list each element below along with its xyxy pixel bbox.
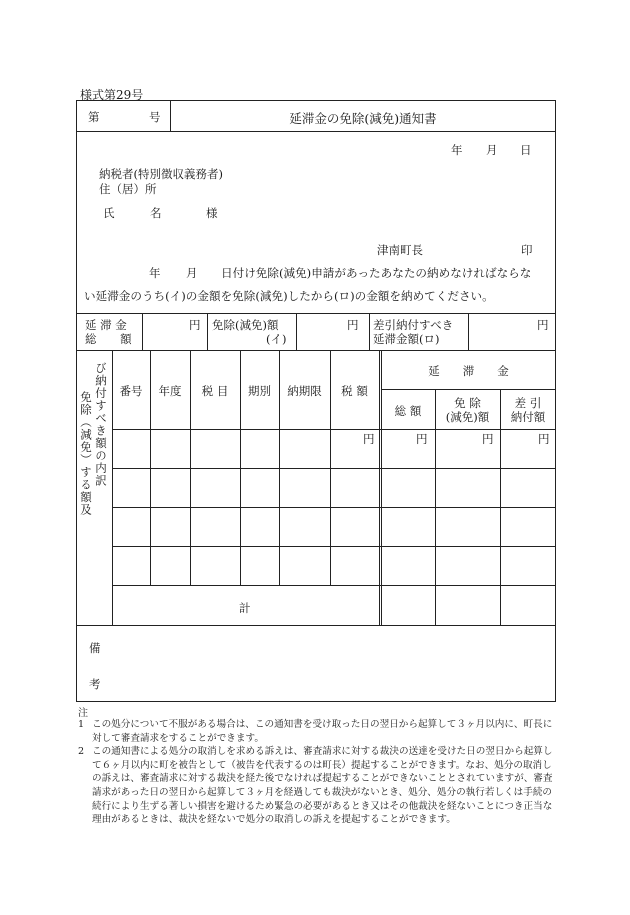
header-year: 年度	[158, 384, 182, 398]
header-due-date: 納期限	[287, 384, 322, 398]
note-number: 2	[78, 746, 85, 758]
tax-amount-yen: 円	[363, 432, 375, 446]
note-item-2	[78, 745, 556, 827]
header-period: 期別	[248, 384, 271, 398]
body-text-line-1: 日付け免除(減免)申請があったあなたの納めなければならな	[221, 266, 532, 280]
form-number: 様式第29号	[80, 88, 144, 102]
arrears-exempt-header-1: 免 除	[454, 396, 481, 410]
arrears-net-header-1: 差 引	[514, 396, 542, 410]
taxpayer-label: 納税者(特別徴収義務者)	[99, 167, 223, 181]
issuer-name: 津南町長	[377, 243, 423, 257]
arrears-total-yen: 円	[189, 318, 201, 332]
arrears-total-label-1: 延 滞 金	[85, 318, 127, 332]
issuer-seal: 印	[521, 243, 533, 257]
arrears-total-header: 総 額	[394, 404, 422, 418]
breakdown-side-label-1: 免除（減免）する額及	[79, 391, 93, 516]
address-label: 住（居）所	[99, 182, 157, 196]
name-label-1: 氏	[103, 206, 115, 220]
notes-heading: 注	[78, 708, 88, 719]
exempt-amount-label-2: (イ)	[266, 332, 287, 346]
header-number: 番号	[119, 384, 143, 398]
date-year: 年	[451, 143, 463, 157]
note-number: 1	[78, 719, 85, 730]
exempt-amount-label-1: 免除(減免)額	[212, 318, 279, 332]
body-text-line-2: い延滞金のうち(イ)の金額を免除(減免)したから(ロ)の金額を納めてください。	[84, 289, 494, 303]
number-suffix: 号	[149, 110, 161, 124]
breakdown-side-label-2: び納付すべき額の内訳	[94, 362, 108, 487]
date-day: 日	[520, 143, 532, 157]
arrears-header: 延 滞 金	[428, 364, 509, 378]
net-amount-label-1: 差引納付すべき	[373, 318, 454, 332]
arrears-net-header-2: 納付額	[510, 410, 546, 424]
body-year: 年	[149, 266, 161, 280]
exempt-amount-yen: 円	[347, 318, 359, 332]
arrears-exempt-yen-mark: 円	[482, 432, 494, 446]
arrears-total-yen-mark: 円	[416, 432, 428, 446]
notes-list	[78, 718, 556, 827]
body-month: 月	[186, 266, 198, 280]
arrears-net-yen-mark: 円	[538, 432, 550, 446]
net-amount-label-2: 延滞金額(ロ)	[373, 332, 440, 346]
note-text: この通知書による処分の取消しを求める訴えは、審査請求に対する裁決の送達を受けた日の翌日から起算して６ヶ月以内に町を被告として（被告を代表するのは町長）提起することができます。なお、処分の取消しの訴えは、審査請求に対する裁決を経た後でなければ提起することができないこととされていますが、審査請求があった日の翌日から起算して３ヶ月を経過しても裁決がないとき、処分、処分の執行若しくは手続の続行により生ずる著しい損害を避けるため緊急の必要があるとき又はその他裁決を経ないことにつき正当な理由があるときは、裁決を経ないで処分の取消しの訴えを提起することができます。	[92, 746, 553, 826]
arrears-exempt-header-2: (減免)額	[445, 410, 490, 424]
date-month: 月	[486, 143, 498, 157]
remarks-label-1: 備	[89, 641, 101, 655]
note-text: この処分について不服がある場合は、この通知書を受け取った日の翌日から起算して３ヶ月以内に、町長に対して審査請求をすることができます。	[92, 719, 553, 744]
arrears-total-label-2: 総 額	[85, 332, 142, 346]
total-label: 計	[239, 601, 251, 615]
header-tax-amount: 税 額	[341, 384, 368, 398]
document-title: 延滞金の免除(減免)通知書	[289, 111, 437, 126]
note-item-1	[78, 718, 556, 745]
honorific: 様	[206, 206, 218, 220]
name-label-2: 名	[150, 206, 162, 220]
number-prefix: 第	[88, 110, 100, 124]
remarks-label-2: 考	[89, 677, 101, 691]
net-amount-yen: 円	[537, 318, 549, 332]
header-tax-item: 税 目	[201, 384, 229, 398]
